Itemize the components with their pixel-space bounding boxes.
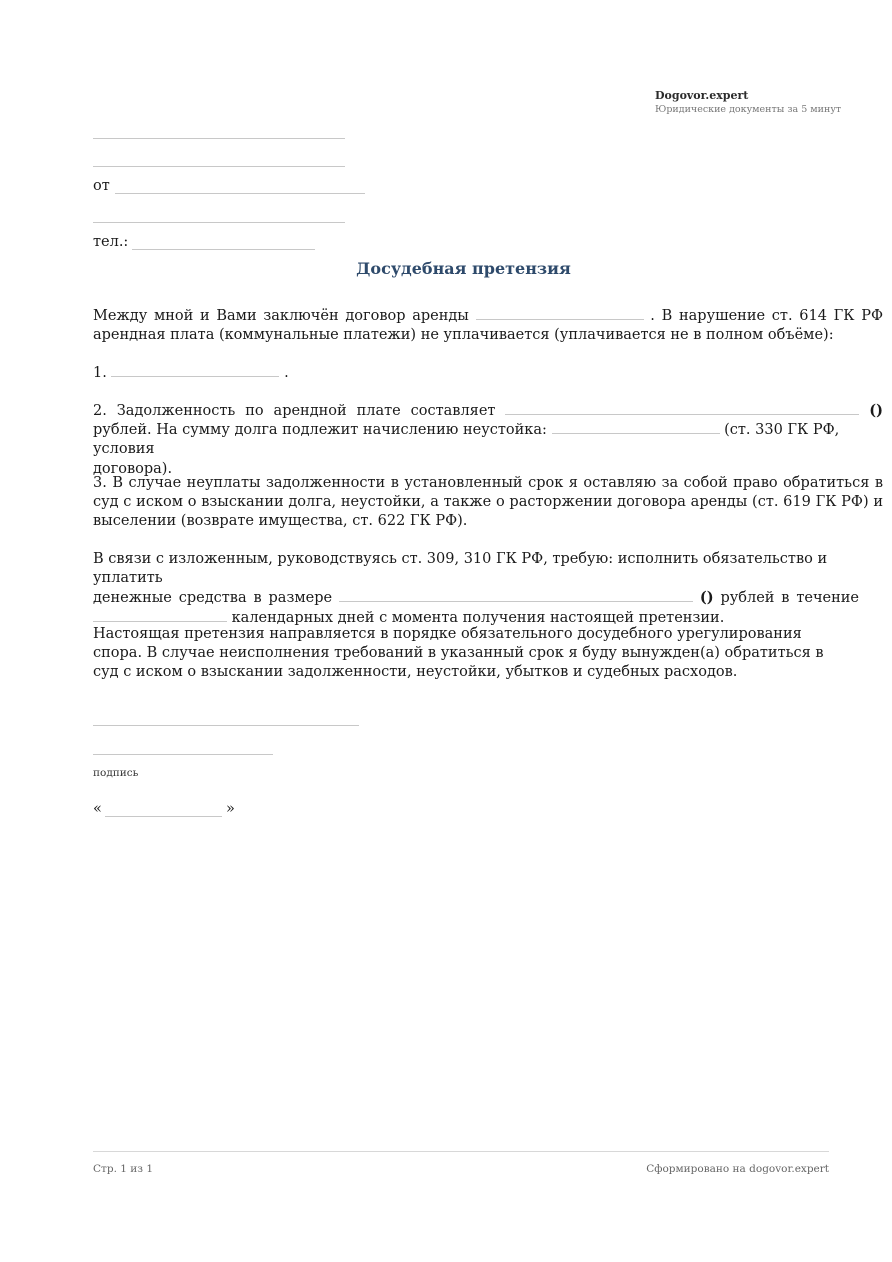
demand-amount-blank xyxy=(339,589,693,602)
penalty-blank xyxy=(552,421,720,434)
debt-blank xyxy=(505,402,859,415)
date-open-quote: « xyxy=(93,801,102,817)
text: рублей. На сумму долга подлежит начислению неустойка: xyxy=(93,422,547,439)
addressee-line-1 xyxy=(93,138,345,139)
text: календарных дней с момента получения настоящей претензии. xyxy=(231,609,725,626)
text: рублей в течение xyxy=(720,590,860,607)
paragraph-line xyxy=(93,307,883,326)
footer-page: Стр. 1 из 1 xyxy=(93,1163,154,1175)
date-close-quote: » xyxy=(226,801,235,817)
text: денежные средства в размере xyxy=(93,590,333,607)
text: . В нарушение ст. 614 ГК РФ xyxy=(650,308,883,324)
signature-line-1 xyxy=(93,725,359,726)
addressee-line-2 xyxy=(93,166,345,167)
paragraph-line: договора). xyxy=(93,460,173,477)
item-1 xyxy=(93,364,883,383)
signature-label: подпись xyxy=(93,767,139,779)
amount-words: () xyxy=(869,402,883,419)
demand-paragraph xyxy=(93,550,883,628)
paragraph-line xyxy=(93,421,883,459)
item-2 xyxy=(93,401,883,479)
footer-generated: Сформировано на dogovor.expert xyxy=(646,1163,829,1175)
paragraph-line: арендная плата (коммунальные платежи) не уплачивается (уплачивается не в полном объёме): xyxy=(93,327,834,344)
brand-name: Dogovor.expert xyxy=(655,89,749,102)
text: . xyxy=(284,365,289,381)
item-3: 3. В случае неуплаты задолженности в установленный срок я оставляю за собой право обратиться в суд с иском о взыскании долга, неустойки, а также о расторжении договора аренды (ст. 619 ГК РФ) и выселении (возврате имущества, ст. 622 ГК РФ). xyxy=(93,475,883,530)
text: Между мной и Вами заключён договор аренды xyxy=(93,308,469,324)
text: 2. Задолженность по арендной плате составляет xyxy=(93,403,496,419)
brand-block xyxy=(655,88,841,117)
closing-paragraph: Настоящая претензия направляется в порядке обязательного досудебного урегулирования спора. В случае неисполнения требований в указанный срок я буду вынужден(а) обратиться в суд с иском о взыскании задолженности, неустойки, убытков и судебных расходов. xyxy=(93,626,824,681)
item-number: 1. xyxy=(93,365,107,381)
paragraph-line xyxy=(93,401,883,421)
contract-blank xyxy=(476,307,644,320)
amount-words: () xyxy=(699,589,714,607)
text: (ст. 330 ГК РФ, условия xyxy=(93,422,840,458)
paragraph-contract xyxy=(93,307,883,345)
from-line xyxy=(115,193,365,194)
from-label: от xyxy=(93,178,110,194)
addressee-line-3 xyxy=(93,222,345,223)
days-blank xyxy=(93,609,227,622)
footer-divider xyxy=(93,1151,829,1152)
paragraph-line xyxy=(93,588,859,608)
date-line xyxy=(105,816,222,817)
phone-label: тел.: xyxy=(93,234,129,250)
brand-tagline: Юридические документы за 5 минут xyxy=(655,104,842,115)
signature-line-2 xyxy=(93,754,273,755)
item1-blank xyxy=(111,364,279,377)
phone-line xyxy=(132,249,315,250)
document-title: Досудебная претензия xyxy=(356,259,571,278)
paragraph-line: В связи с изложенным, руководствуясь ст. 309, 310 ГК РФ, требую: исполнить обязательство и уплатить xyxy=(93,551,828,587)
